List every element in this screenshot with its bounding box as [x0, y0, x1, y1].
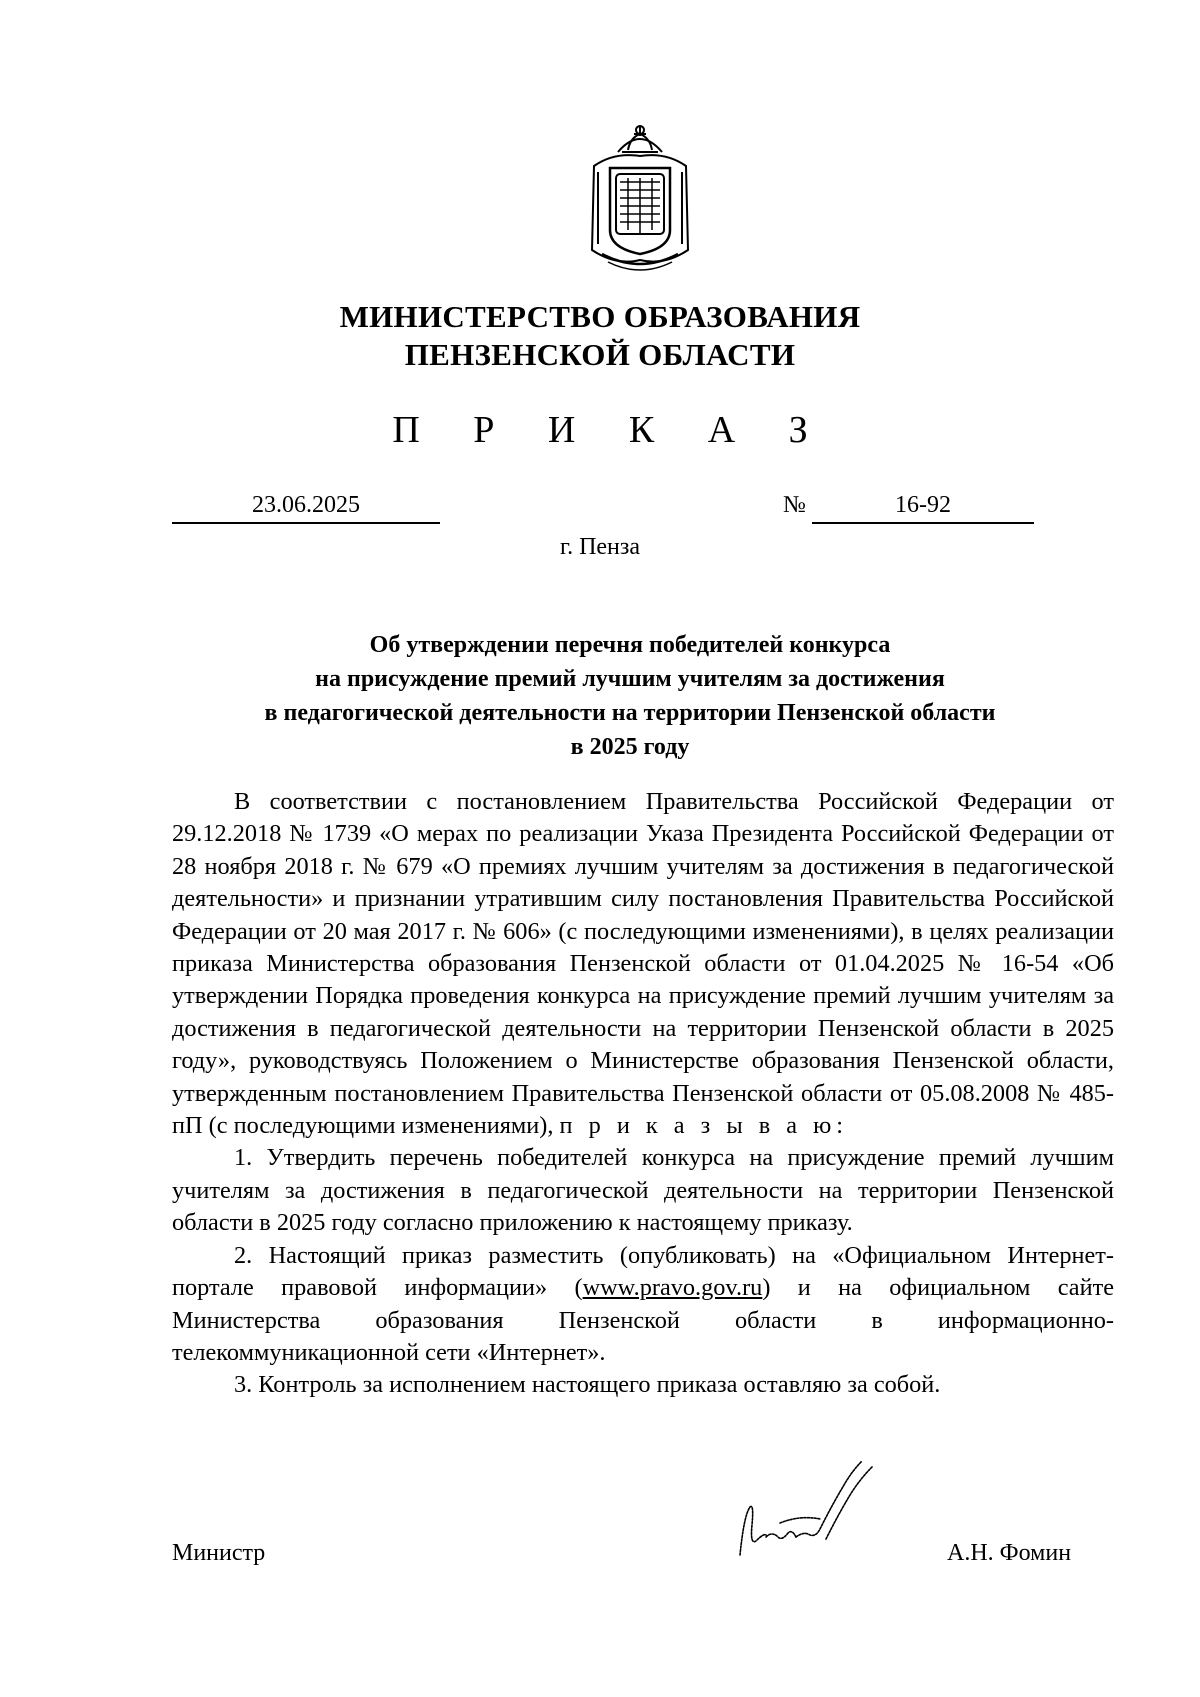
- ministry-name-line1: МИНИСТЕРСТВО ОБРАЗОВАНИЯ: [339, 299, 861, 334]
- order-number: 16-92: [812, 490, 1034, 524]
- preamble-paragraph: [172, 786, 1114, 1142]
- city-label: г. Пенза: [559, 534, 641, 560]
- order-subject: [150, 628, 1110, 764]
- item-2: 2. Настоящий приказ разместить (опубликовать) на «Официальном Интернет-портале правовой информации» (www.pravo.gov.ru) и на официальном сайте Министерства образования Пензенской области в информационно-телекоммуникационной сети «Интернет».: [172, 1241, 1114, 1366]
- order-subject-line2: на присуждение премий лучшим учителям за достижения: [315, 666, 945, 692]
- order-subject-line3: в педагогической деятельности на территории Пензенской области: [264, 700, 996, 726]
- ministry-name-line2: ПЕНЗЕНСКОЙ ОБЛАСТИ: [404, 337, 796, 372]
- item-2-text-start: 2. Настоящий приказ разместить (опубликовать) на «Официальном Интернет-портале правовой информации»: [172, 1241, 1114, 1302]
- signer-name: А.Н. Фомин: [947, 1540, 1072, 1566]
- order-date: 23.06.2025: [172, 490, 440, 524]
- ministry-name: [0, 298, 1200, 374]
- order-subject-line1: Об утверждении перечня победителей конкурса: [369, 632, 891, 658]
- item-1: 1. Утвердить перечень победителей конкурса на присуждение премий лучшим учителям за достижения в педагогической деятельности на территории Пензенской области в 2025 году согласно приложению к настоящему приказу.: [172, 1144, 1114, 1237]
- item-2-text-end: и на официальном сайте Министерства образования Пензенской области в информационно-телекоммуникационной сети «Интернет».: [172, 1274, 1114, 1366]
- document-type-title: П Р И К А З: [392, 409, 830, 451]
- order-word: п р и к а з ы в а ю:: [559, 1112, 849, 1140]
- item-3: 3. Контроль за исполнением настоящего приказа оставляю за собой.: [234, 1371, 941, 1399]
- order-body: [172, 786, 1114, 1402]
- signature-image: [720, 1445, 890, 1575]
- signer-position: Министр: [172, 1540, 266, 1566]
- coat-of-arms-icon: [584, 122, 696, 272]
- pravo-link[interactable]: www.pravo.gov.ru: [582, 1274, 763, 1302]
- preamble-text: В соответствии с постановлением Правительства Российской Федерации от 29.12.2018 № 1739 «О мерах по реализации Указа Президента Российской Федерации от 28 ноября 2018 г. № 679 «О премиях лучшим учителям за достижения в педагогической деятельности» и признании утратившим силу постановления Правительства Российской Федерации от 20 мая 2017 г. № 606» (с последующими изменениями), в целях реализации приказа Министерства образования Пензенской области от 01.04.2025 № 16-54 «Об утверждении Порядка проведения конкурса на присуждение премий лучшим учителям за достижения в педагогической деятельности на территории Пензенской области в 2025 году», руководствуясь Положением о Министерстве образования Пензенской области, утвержденным постановлением Правительства Пензенской области от 05.08.2008 № 485-пП (с последующими изменениями),: [172, 788, 1114, 1140]
- number-sign: №: [783, 492, 806, 518]
- order-subject-line4: в 2025 году: [570, 734, 690, 760]
